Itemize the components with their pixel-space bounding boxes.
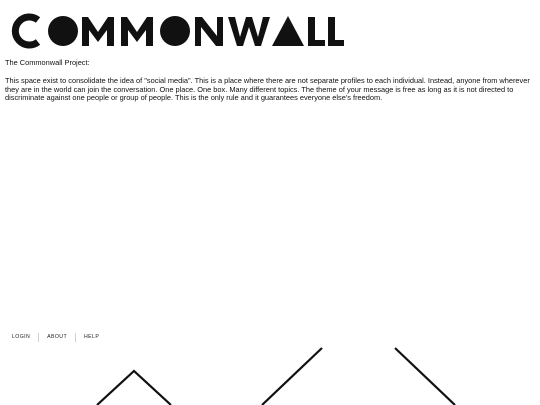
login-link[interactable]: LOGIN xyxy=(12,334,31,340)
decorative-lines xyxy=(0,345,540,405)
intro-line: discriminate against one people or group of people. This is the only rule and it guarantees everyone else's freedom. xyxy=(5,93,383,103)
intro-line: they are in the world can join the conversation. One place. One box. Many different topics. The theme of your message is free as long as it is not directed to xyxy=(5,84,514,94)
help-link[interactable]: HELP xyxy=(84,334,100,340)
intro-line: This space exist to consolidate the idea of "social media". This is a place where there are not separate profiles to each individual. Instead, anyone from wherever xyxy=(5,77,530,85)
about-link[interactable]: ABOUT xyxy=(47,334,68,340)
decor-line-diagonal-up xyxy=(262,348,322,405)
decor-line-diagonal-down xyxy=(395,348,455,405)
decor-peak-left xyxy=(97,371,171,405)
commonwall-logo-graphic xyxy=(8,12,344,50)
project-intro xyxy=(5,77,540,103)
nav-divider xyxy=(38,333,39,342)
footer-nav xyxy=(12,332,99,342)
commonwall-logo xyxy=(8,12,344,50)
project-title: The Commonwall Project: xyxy=(5,58,90,67)
nav-divider xyxy=(75,333,76,342)
